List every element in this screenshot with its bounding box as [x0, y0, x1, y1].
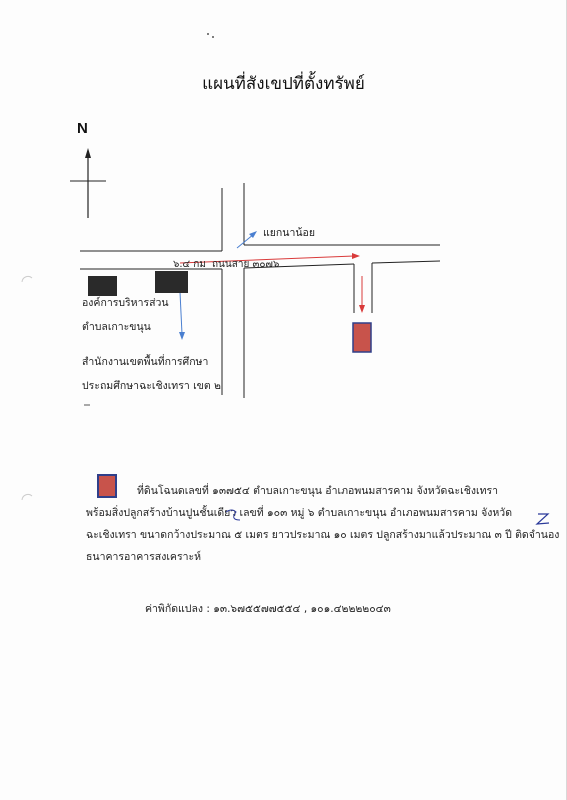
junction-label: แยกนาน้อย: [263, 227, 315, 239]
coordinates-text: ค่าพิกัดแปลง : ๑๓.๖๗๕๕๗๗๕๕๔ , ๑๐๑.๔๒๒๒๒๐๔๓: [145, 603, 391, 615]
school-label-line2: ประถมศึกษาฉะเชิงเทรา เขต ๒: [82, 380, 221, 392]
school-label-line1: สำนักงานเขตพื้นที่การศึกษา: [82, 356, 209, 368]
description-line4: ธนาคารอาคารสงเคราะห์: [86, 551, 202, 563]
office-label-line2: ตำบลเกาะขนุน: [82, 321, 151, 333]
road-distance-label: ๖.๔ กม: [173, 259, 206, 270]
document-title: แผนที่สังเขปที่ตั้งทรัพย์: [202, 74, 365, 94]
description-line1: ที่ดินโฉนดเลขที่ ๑๓๗๕๔ ตำบลเกาะขนุน อำเภอพนมสารคาม จังหวัดฉะเชิงเทรา: [137, 485, 499, 497]
north-label: N: [77, 120, 88, 137]
office-label-line1: องค์การบริหารส่วน: [82, 297, 169, 309]
description-line3: ฉะเชิงเทรา ขนาดกว้างประมาณ ๕ เมตร ยาวประมาณ ๑๐ เมตร ปลูกสร้างมาแล้วประมาณ ๓ ปี ติดจำนอง: [86, 529, 560, 541]
road-name-label: ถนนสาย ๓๐๗๖: [212, 259, 280, 270]
description-line2: พร้อมสิ่งปลูกสร้างบ้านปูนชั้นเดียว เลขที่ ๑๐๓ หมู่ ๖ ตำบลเกาะขนุน อำเภอพนมสารคาม จังหวัด: [86, 507, 513, 519]
